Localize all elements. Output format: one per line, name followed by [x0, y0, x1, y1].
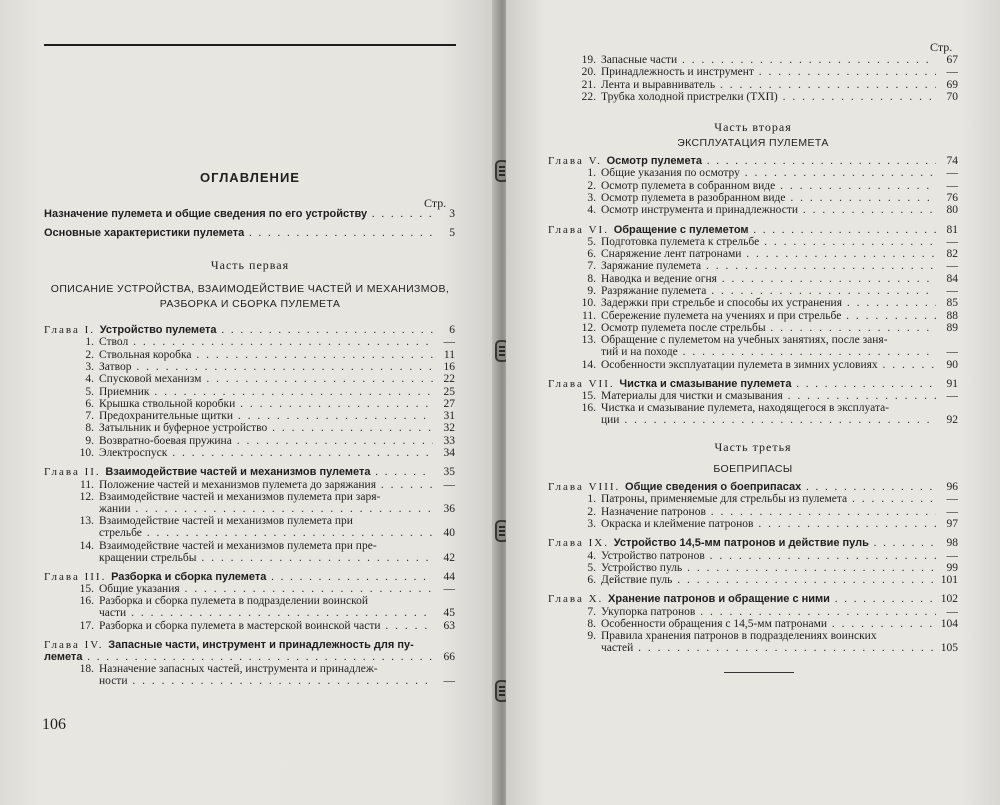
chapter-prefix: Глава V. — [548, 155, 607, 167]
toc-entry — [506, 248, 1000, 261]
toc-entry-text — [548, 155, 936, 168]
toc-chapter — [506, 481, 1000, 494]
chapter-prefix: Глава IV. — [44, 639, 109, 651]
chapter-title: Взаимодействие частей и механизмов пулемета — [105, 466, 371, 479]
toc-page-ref: — — [946, 260, 958, 273]
toc-page-ref: — — [946, 493, 958, 506]
chapter-title: Основные характеристики пулемета — [44, 227, 245, 240]
toc-entry-text: Заряжание пулемета . . . — [601, 260, 936, 273]
part-two-title: ЭКСПЛУАТАЦИЯ ПУЛЕМЕТА — [677, 137, 829, 149]
toc-entry-continuation — [0, 527, 460, 540]
toc-page-ref: 84 — [946, 272, 958, 285]
toc-entry-text: Взаимодействие частей и механизмов пулемета при заря- — [99, 490, 381, 503]
page-number: 106 — [42, 716, 66, 733]
toc-entry — [506, 167, 1000, 180]
chapter-prefix: Глава I. — [44, 324, 100, 336]
toc-page-ref: 32 — [443, 422, 455, 435]
toc-page-ref: 105 — [940, 642, 958, 655]
toc-entry-number: 22. — [581, 90, 596, 103]
toc-page-ref: 97 — [946, 517, 958, 530]
toc-entry-text: Запасные части . . . — [601, 54, 936, 67]
toc-chapter — [0, 571, 460, 584]
toc-entry-text: Трубка холодной пристрелки (ТХП) . . . — [601, 91, 936, 104]
toc-page-ref: — — [946, 285, 958, 297]
toc-entry-number: 14. — [79, 539, 94, 552]
toc-page-ref: 44 — [443, 570, 455, 583]
toc-entry-number: 5. — [85, 385, 94, 398]
toc-entry — [0, 349, 460, 362]
toc-entry-number: 18. — [79, 663, 94, 676]
toc-entry-text — [44, 571, 433, 584]
top-rule — [44, 44, 456, 46]
end-rule — [724, 672, 794, 673]
toc-entry-text — [548, 224, 936, 237]
chapter-prefix: Глава II. — [44, 466, 106, 479]
toc-page-ref: 88 — [946, 309, 958, 322]
toc-page-ref: 80 — [946, 204, 958, 217]
toc-entry — [506, 493, 1000, 506]
toc-page-ref: 6 — [449, 324, 455, 336]
chapter-prefix: Глава VIII. — [548, 481, 626, 493]
toc-entry-text: Осмотр пулемета после стрельбы . . . — [601, 322, 936, 335]
toc-entry — [506, 606, 1000, 619]
toc-entry — [0, 422, 460, 435]
toc-page-ref: — — [946, 390, 958, 403]
toc-entry-text: Чистка и смазывание пулемета, находящегося в эксплуата- — [601, 402, 890, 415]
toc-page-ref: 5 — [449, 227, 455, 240]
page-column-label: Стр. — [930, 40, 953, 54]
toc-entry-text: Снаряжение лент патронами . . . — [601, 248, 936, 261]
toc-page-ref: 45 — [443, 607, 455, 620]
toc-entry-text: кращении стрельбы . . . — [99, 552, 433, 565]
toc-page-ref: 90 — [946, 358, 958, 371]
part-two-label: Часть вторая — [714, 120, 792, 134]
toc-entry — [506, 79, 1000, 92]
toc-entry-text: жании . . . — [99, 503, 433, 516]
toc-entry-number: 2. — [587, 505, 596, 518]
chapter-title: Общие сведения о боеприпасах — [625, 481, 802, 493]
toc-entry-text: Разряжание пулемета . . . — [601, 285, 936, 298]
chapter-title: Чистка и смазывание пулемета — [619, 377, 792, 390]
toc-page-ref: — — [946, 235, 958, 248]
toc-entry-number: 7. — [587, 605, 596, 618]
toc-entry-number: 5. — [587, 561, 596, 574]
toc-entry-text: Наводка и ведение огня . . . — [601, 273, 936, 286]
toc-entry-text: части . . . — [99, 607, 433, 620]
toc-entry-text: Окраска и клеймение патронов . . . — [601, 518, 936, 531]
toc-entry-number: 13. — [581, 334, 596, 347]
toc-entry-number: 8. — [85, 422, 94, 435]
toc-entry-text: Задержки при стрельбе и способы их устранения . . . — [601, 297, 936, 310]
toc-entry-number: 1. — [587, 493, 596, 506]
toc-entry-number: 3. — [85, 360, 94, 373]
chapter-title: Разборка и сборка пулемета — [111, 570, 267, 583]
chapter-prefix: Глава III. — [44, 570, 112, 583]
toc-entry-text: стрельбе . . . — [99, 527, 433, 540]
toc-entry-text: Осмотр инструмента и принадлежности . . . — [601, 204, 936, 217]
toc-entry-text: Осмотр пулемета в разобранном виде . . . — [601, 192, 936, 205]
toc-entry — [506, 66, 1000, 79]
toc-page-ref: 11 — [443, 348, 455, 361]
toc-entry-number: 4. — [587, 549, 596, 562]
toc-page-ref: 3 — [449, 208, 455, 220]
toc-page-ref: 16 — [443, 360, 455, 373]
toc-page-ref: 85 — [946, 297, 958, 310]
toc-entry — [0, 479, 460, 492]
toc-entry-text: Крышка ствольной коробки . . . — [99, 398, 433, 411]
toc-entry-number: 9. — [85, 434, 94, 447]
part-one-title-line2: РАЗБОРКА И СБОРКА ПУЛЕМЕТА — [159, 298, 341, 310]
toc-entry — [506, 54, 1000, 67]
toc-page-ref: 66 — [443, 651, 455, 663]
toc-entry-text: Подготовка пулемета к стрельбе . . . — [601, 236, 936, 249]
toc-entry-text: Приемник . . . — [99, 386, 433, 399]
toc-entry-text: Ствол . . . — [99, 336, 433, 349]
toc-entry-text — [44, 227, 433, 240]
toc-page-ref: — — [443, 583, 455, 596]
toc-entry-text: Назначение запасных частей, инструмента и принадлеж- — [99, 663, 378, 676]
toc-entry — [506, 180, 1000, 193]
toc-page-ref: 34 — [443, 447, 455, 459]
chapter-title: Устройство пулемета — [99, 324, 217, 336]
toc-chapter — [506, 593, 1000, 606]
toc-entry-text: ции . . . — [601, 414, 936, 427]
toc-entry-text: Особенности эксплуатации пулемета в зимних условиях . . . — [601, 359, 936, 372]
toc-page-ref: 70 — [946, 90, 958, 103]
toc-chapter — [0, 466, 460, 479]
toc-entry-number: 3. — [587, 191, 596, 204]
toc-entry-number: 12. — [581, 321, 596, 334]
toc-entry-number: 17. — [79, 619, 94, 632]
toc-page-ref: 27 — [443, 397, 455, 410]
toc-page-ref: 91 — [946, 377, 958, 390]
toc-entry-text: Патроны, применяемые для стрельбы из пулемета . . . — [601, 493, 936, 506]
toc-entry-continuation — [506, 642, 1000, 655]
toc-entry — [506, 297, 1000, 310]
toc-entry — [506, 285, 1000, 298]
toc-page-ref: 96 — [946, 481, 958, 493]
toc-entry-text: Взаимодействие частей и механизмов пулемета при — [99, 515, 353, 528]
toc-entry — [0, 583, 460, 596]
toc-entry — [506, 322, 1000, 335]
page-column-label: Стр. — [424, 196, 447, 210]
part-three-label: Часть третья — [714, 440, 792, 454]
toc-entry-text: Укупорка патронов . . . — [601, 606, 936, 619]
toc-entry-number: 2. — [587, 179, 596, 192]
toc-entry — [0, 386, 460, 399]
toc-page-ref: 35 — [443, 466, 455, 479]
toc-page-ref: — — [443, 478, 455, 491]
toc-entry-continuation — [0, 503, 460, 516]
toc-entry — [0, 336, 460, 349]
toc-entry-text: Правила хранения патронов в подразделениях воинских — [601, 630, 877, 643]
toc-entry — [506, 506, 1000, 519]
toc-page-ref: 82 — [946, 248, 958, 261]
toc-entry-text: Разборка и сборка пулемета в мастерской воинской части . . . — [99, 620, 433, 633]
toc-entry-text: лемета . . . — [44, 651, 433, 664]
toc-page-ref: 63 — [443, 619, 455, 632]
chapter-prefix: Глава IX. — [548, 537, 614, 550]
toc-entry-text — [44, 208, 433, 221]
toc-entry-text: ности . . . — [99, 675, 433, 688]
toc-entry — [0, 398, 460, 411]
toc-page-ref: 98 — [946, 537, 958, 550]
toc-entry-text: Принадлежность и инструмент . . . — [601, 66, 936, 79]
toc-entry-continuation — [0, 552, 460, 565]
toc-chapter — [506, 224, 1000, 237]
toc-entry-text — [548, 537, 936, 550]
toc-page-ref: 22 — [443, 373, 455, 386]
toc-entry — [506, 192, 1000, 205]
toc-page-ref: 67 — [946, 54, 958, 66]
toc-chapter — [0, 208, 460, 221]
toc-entry-text: Взаимодействие частей и механизмов пулемета при пре- — [99, 539, 377, 552]
toc-entry-number: 12. — [79, 490, 94, 503]
toc-entry-number: 6. — [587, 248, 596, 261]
toc-entry-text — [548, 481, 936, 494]
toc-page-ref: — — [946, 346, 958, 359]
toc-entry — [506, 390, 1000, 403]
toc-page-ref: 81 — [946, 223, 958, 236]
toc-entry-text: Спусковой механизм . . . — [99, 373, 433, 386]
toc-chapter — [0, 324, 460, 337]
part-three-title: БОЕПРИПАСЫ — [713, 463, 793, 475]
toc-entry-number: 6. — [587, 574, 596, 587]
toc-entry — [506, 310, 1000, 323]
toc-entry-number: 16. — [581, 402, 596, 415]
toc-entry-number: 15. — [581, 390, 596, 403]
chapter-title: Назначение пулемета и общие сведения по его устройству — [44, 208, 368, 220]
toc-entry — [506, 204, 1000, 217]
toc-entry-text: тий и на походе . . . — [601, 346, 936, 359]
toc-title: ОГЛАВЛЕНИЕ — [200, 170, 300, 185]
toc-entry-number: 8. — [587, 272, 596, 285]
chapter-title: Запасные части, инструмент и принадлежность для пу- — [108, 639, 414, 651]
part-one-title-line1: ОПИСАНИЕ УСТРОЙСТВА, ВЗАИМОДЕЙСТВИЕ ЧАСТЕЙ И МЕХАНИЗМОВ, — [50, 283, 450, 295]
toc-entry-text: Материалы для чистки и смазывания . . . — [601, 390, 936, 403]
toc-entry-text — [44, 466, 433, 479]
toc-entry — [506, 574, 1000, 587]
toc-entry-number: 9. — [587, 285, 596, 297]
chapter-prefix: Глава X. — [548, 593, 609, 606]
toc-entry-text — [548, 378, 936, 391]
toc-entry-number: 4. — [587, 204, 596, 217]
toc-entry-number: 9. — [587, 630, 596, 643]
toc-entry-text — [548, 593, 936, 606]
toc-entry-continuation — [506, 414, 1000, 427]
toc-entry-text: Устройство пуль . . . — [601, 562, 936, 575]
toc-entry-number: 1. — [587, 167, 596, 180]
toc-page-ref: 69 — [946, 78, 958, 91]
chapter-prefix: Глава VI. — [548, 223, 614, 236]
toc-entry-number: 7. — [587, 260, 596, 273]
toc-entry — [506, 91, 1000, 104]
toc-entry-number: 14. — [581, 358, 596, 371]
chapter-title: Обращение с пулеметом — [613, 223, 749, 236]
toc-entry-text: Общие указания по осмотру . . . — [601, 167, 936, 180]
toc-entry — [506, 236, 1000, 249]
toc-page-ref: — — [946, 179, 958, 192]
toc-entry — [0, 447, 460, 460]
toc-page-ref: 31 — [443, 410, 455, 423]
toc-page-ref: 92 — [946, 414, 958, 427]
part-one-label: Часть первая — [210, 258, 290, 272]
toc-entry-number: 10. — [581, 297, 596, 310]
toc-entry-text: Затвор . . . — [99, 361, 433, 374]
toc-page-ref: — — [443, 675, 455, 688]
toc-page-ref: 89 — [946, 321, 958, 334]
toc-entry — [0, 373, 460, 386]
toc-page-ref: 40 — [443, 527, 455, 540]
toc-page-ref: — — [443, 336, 455, 349]
toc-entry-number: 2. — [85, 348, 94, 361]
toc-page-ref: — — [946, 505, 958, 518]
toc-entry-text: частей . . . — [601, 642, 936, 655]
toc-entry-number: 3. — [587, 517, 596, 530]
toc-entry-text: Затыльник и буферное устройство . . . — [99, 422, 433, 435]
toc-entry-text: Положение частей и механизмов пулемета до заряжания . . . — [99, 479, 433, 492]
toc-entry — [0, 410, 460, 423]
chapter-prefix: Глава VII. — [548, 377, 620, 390]
toc-page-ref: — — [946, 549, 958, 562]
toc-entry-text: Осмотр пулемета в собранном виде . . . — [601, 180, 936, 193]
toc-entry-text: Особенности обращения с 14,5-мм патронами . . . — [601, 618, 936, 631]
toc-page-ref: 102 — [940, 593, 958, 606]
toc-chapter — [506, 155, 1000, 168]
toc-chapter — [0, 227, 460, 240]
toc-page-ref: 74 — [946, 155, 958, 167]
toc-entry-continuation — [506, 346, 1000, 359]
toc-page-ref: 33 — [443, 434, 455, 447]
toc-page-ref: 101 — [940, 574, 958, 587]
toc-entry-continuation — [0, 675, 460, 688]
toc-entry — [0, 435, 460, 448]
toc-entry-number: 21. — [581, 78, 596, 91]
toc-chapter — [506, 378, 1000, 391]
chapter-title: Осмотр пулемета — [606, 155, 702, 167]
toc-entry — [506, 562, 1000, 575]
toc-entry-number: 11. — [582, 309, 596, 322]
toc-entry-continuation — [0, 651, 460, 664]
toc-entry-text: Назначение патронов . . . — [601, 506, 936, 519]
chapter-title: Хранение патронов и обращение с ними — [608, 593, 830, 606]
toc-page-ref: 42 — [443, 551, 455, 564]
toc-entry-text — [44, 324, 433, 337]
toc-entry-text: Разборка и сборка пулемета в подразделении воинской — [99, 595, 369, 608]
toc-page-ref: 36 — [443, 502, 455, 515]
toc-entry — [506, 518, 1000, 531]
toc-entry-number: 11. — [80, 478, 94, 491]
toc-entry-number: 1. — [85, 336, 94, 349]
toc-page-ref: 25 — [443, 385, 455, 398]
toc-page-ref: — — [946, 605, 958, 618]
toc-page-ref: 76 — [946, 191, 958, 204]
toc-entry-number: 5. — [587, 235, 596, 248]
toc-entry-number: 15. — [79, 583, 94, 596]
toc-entry-text: Электроспуск . . . — [99, 447, 433, 460]
toc-entry-number: 13. — [79, 515, 94, 528]
toc-entry-number: 20. — [581, 66, 596, 79]
toc-entry — [506, 273, 1000, 286]
toc-entry — [0, 361, 460, 374]
toc-entry — [506, 260, 1000, 273]
toc-page-ref: 99 — [946, 561, 958, 574]
toc-entry-text: Устройство патронов . . . — [601, 550, 936, 563]
toc-entry-number: 4. — [85, 373, 94, 386]
toc-entry-text: Предохранительные щитки . . . — [99, 410, 433, 423]
toc-entry-text: Лента и выравниватель . . . — [601, 79, 936, 92]
toc-entry-number: 16. — [79, 595, 94, 608]
toc-entry — [506, 618, 1000, 631]
toc-page-ref: 104 — [940, 618, 958, 630]
toc-entry-continuation — [0, 607, 460, 620]
toc-entry-text: Общие указания . . . — [99, 583, 433, 596]
toc-entry-number: 19. — [581, 54, 596, 66]
toc-page-ref: — — [946, 66, 958, 79]
toc-entry-text: Действие пуль . . . — [601, 574, 936, 587]
chapter-title: Устройство 14,5-мм патронов и действие пуль — [613, 537, 869, 550]
toc-entry — [506, 550, 1000, 563]
toc-entry — [0, 620, 460, 633]
toc-entry-number: 10. — [79, 447, 94, 459]
toc-entry-text: Сбережение пулемета на учениях и при стрельбе . . . — [601, 310, 936, 323]
toc-entry-number: 6. — [85, 397, 94, 410]
toc-entry-number: 7. — [85, 410, 94, 423]
toc-entry-text: Ствольная коробка . . . — [99, 349, 433, 362]
toc-entry-number: 8. — [587, 618, 596, 630]
toc-entry — [506, 359, 1000, 372]
toc-chapter — [506, 537, 1000, 550]
toc-page-ref: — — [946, 167, 958, 180]
right-page — [506, 0, 1000, 805]
toc-entry-text: Возвратно-боевая пружина . . . — [99, 435, 433, 448]
toc-entry-text: Обращение с пулеметом на учебных занятиях, после заня- — [601, 334, 888, 347]
